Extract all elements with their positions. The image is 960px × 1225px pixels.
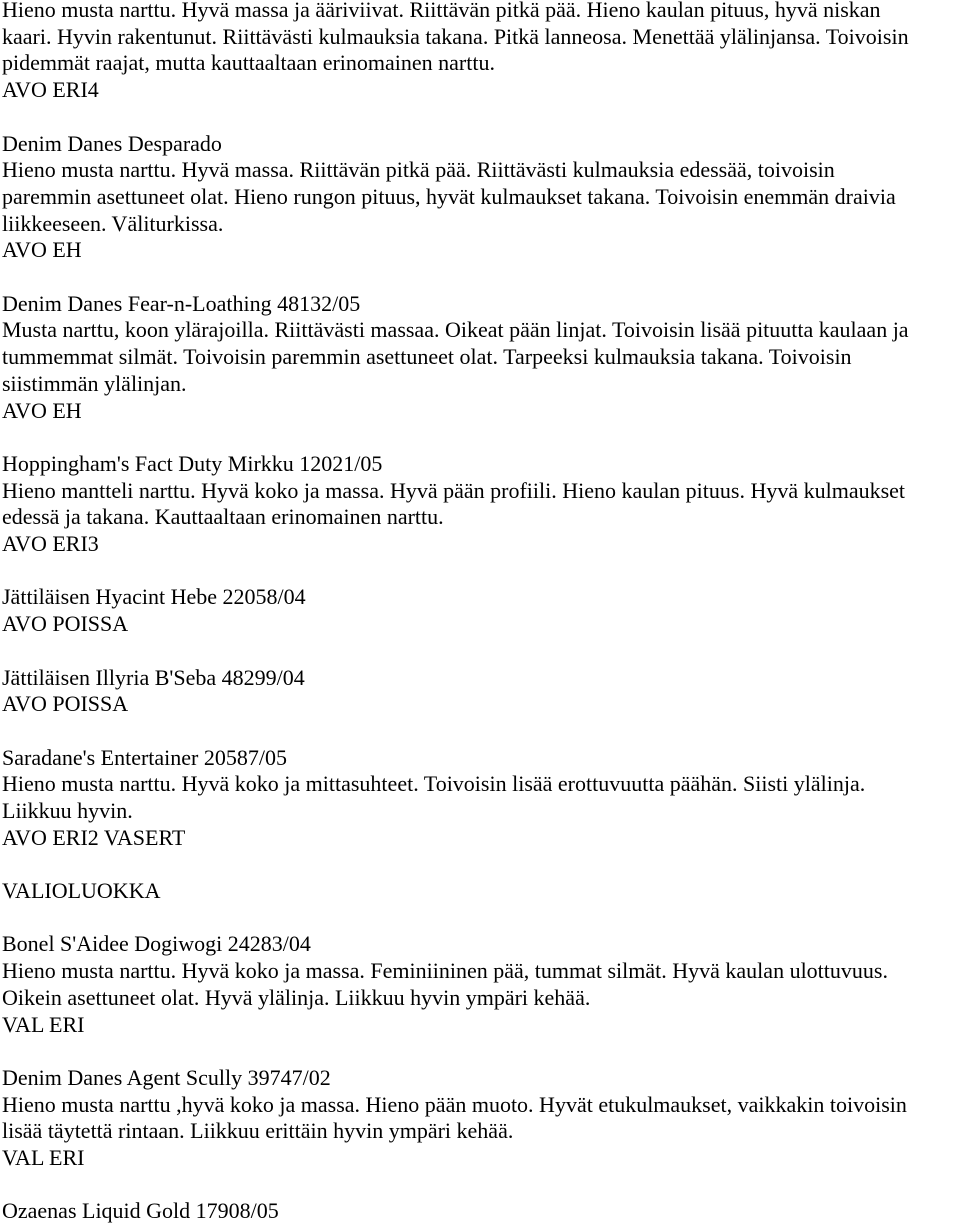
critique-line: Liikkuu hyvin.	[2, 798, 133, 823]
critique-line: Hieno musta narttu. Hyvä massa. Riittävän pitkä pää. Riittävästi kulmauksia edessää, toivoisin	[2, 157, 835, 183]
dog-entry-fear-n-loathing	[2, 291, 958, 425]
critique-line: Hieno musta narttu ,hyvä koko ja massa. Hieno pään muoto. Hyvät etukulmaukset, vaikkakin toivoisin	[2, 1091, 907, 1117]
critique-line: tummemmat silmät. Toivoisin paremmin asettuneet olat. Tarpeeksi kulmauksia takana. Toivoisin	[2, 344, 852, 370]
critique-line: pidemmät raajat, mutta kauttaaltaan erinomainen narttu.	[2, 50, 495, 76]
dog-entry-entertainer	[2, 745, 958, 852]
dog-name: Denim Danes Fear-n-Loathing 48132/05	[2, 290, 361, 316]
spacer	[2, 638, 958, 665]
dog-name: Bonel S'Aidee Dogiwogi 24283/04	[2, 931, 311, 957]
spacer	[2, 424, 958, 451]
dog-entry-mirkku	[2, 451, 958, 558]
spacer	[2, 851, 958, 878]
result-line: AVO ERI3	[2, 531, 99, 557]
critique-line: liikkeeseen. Väliturkissa.	[2, 210, 224, 236]
spacer	[2, 264, 958, 291]
result-line: AVO POISSA	[2, 691, 129, 717]
dog-entry-hebe	[2, 584, 958, 637]
dog-name: Denim Danes Desparado	[2, 130, 222, 156]
critique-line: lisää täytettä rintaan. Liikkuu erittäin hyvin ympäri kehää.	[2, 1118, 514, 1144]
critique-line: siistimmän ylälinjan.	[2, 370, 187, 396]
spacer	[2, 1038, 958, 1065]
critique-line: Hieno musta narttu. Hyvä koko ja massa. Feminiininen pää, tummat silmät. Hyvä kaulan ulottuvuus.	[2, 958, 888, 984]
spacer	[2, 104, 958, 131]
critique-line: Musta narttu, koon ylärajoilla. Riittävästi massaa. Oikeat pään linjat. Toivoisin lisää pituutta kaulaan ja	[2, 317, 909, 343]
spacer	[2, 905, 958, 932]
dog-entry-agent-scully	[2, 1065, 958, 1172]
result-line: AVO EH	[2, 397, 82, 423]
result-line: AVO ERI4	[2, 77, 99, 103]
dog-entry-previous	[2, 0, 958, 104]
dog-name: Saradane's Entertainer 20587/05	[2, 744, 287, 770]
class-heading: VALIOLUOKKA	[2, 878, 161, 904]
dog-name: Jättiläisen Illyria B'Seba 48299/04	[2, 664, 305, 690]
dog-entry-dogiwogi	[2, 931, 958, 1038]
result-line: AVO EH	[2, 237, 82, 263]
spacer	[2, 718, 958, 745]
result-line: AVO ERI2 VASERT	[2, 824, 186, 850]
dog-name: Jättiläisen Hyacint Hebe 22058/04	[2, 584, 306, 610]
dog-entry-illyria	[2, 665, 958, 718]
spacer	[2, 1172, 958, 1199]
spacer	[2, 558, 958, 585]
critique-line: Oikein asettuneet olat. Hyvä ylälinja. Liikkuu hyvin ympäri kehää.	[2, 984, 591, 1010]
critique-line: Hieno musta narttu. Hyvä koko ja mittasuhteet. Toivoisin lisää erottuvuutta päähän. Siisti ylälinja.	[2, 771, 866, 797]
dog-name: Denim Danes Agent Scully 39747/02	[2, 1064, 331, 1090]
dog-name: Hoppingham's Fact Duty Mirkku 12021/05	[2, 450, 383, 476]
critique-line: edessä ja takana. Kauttaaltaan erinomainen narttu.	[2, 504, 444, 530]
critique-line: Hieno mantteli narttu. Hyvä koko ja massa. Hyvä pään profiili. Hieno kaulan pituus. Hyvä kulmaukset	[2, 477, 906, 503]
result-line: AVO POISSA	[2, 611, 129, 637]
critique-line: paremmin asettuneet olat. Hieno rungon pituus, hyvät kulmaukset takana. Toivoisin enemmän draivia	[2, 183, 896, 209]
dog-entry-liquid-gold	[2, 1198, 958, 1225]
result-line: VAL ERI	[2, 1011, 85, 1037]
critique-line: kaari. Hyvin rakentunut. Riittävästi kulmauksia takana. Pitkä lanneosa. Menettää ylälinjansa. Toivoisin	[2, 23, 909, 49]
critique-line: Hieno musta narttu. Hyvä massa ja ääriviivat. Riittävän pitkä pää. Hieno kaulan pituus, hyvä niskan	[2, 0, 881, 22]
document-body	[2, 0, 958, 1225]
dog-name: Ozaenas Liquid Gold 17908/05	[2, 1198, 279, 1224]
result-line: VAL ERI	[2, 1145, 85, 1171]
dog-entry-desparado	[2, 131, 958, 265]
